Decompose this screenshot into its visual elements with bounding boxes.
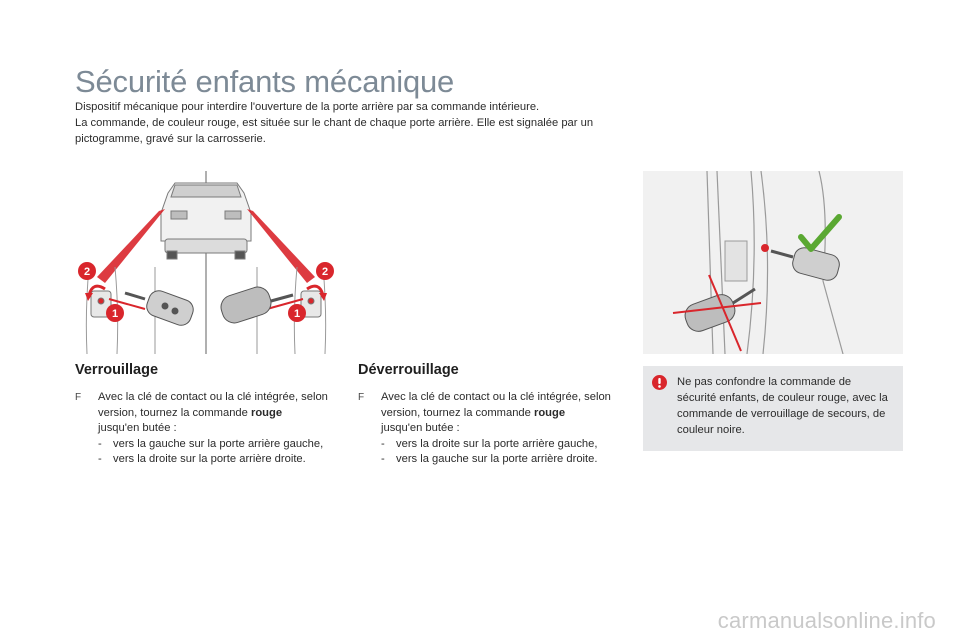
callout-1-right xyxy=(288,304,306,322)
bullet-icon: F xyxy=(75,392,82,403)
callout-1-left xyxy=(106,304,124,322)
svg-text:1: 1 xyxy=(293,308,301,320)
step-text-end: jusqu'en butée : xyxy=(98,422,177,435)
warning-icon xyxy=(652,375,667,390)
step-text-end: jusqu'en butée : xyxy=(381,422,460,435)
list-item: - vers la droite sur la porte arrière droite. xyxy=(98,453,306,466)
deverrouillage-step xyxy=(358,390,628,468)
step-text: Avec la clé de contact ou la clé intégrée, selon version, tournez la commande xyxy=(98,391,328,419)
intro-line-1: Dispositif mécanique pour interdire l'ouverture de la porte arrière par sa commande intérieure. xyxy=(75,101,540,113)
svg-text:2: 2 xyxy=(83,266,91,278)
deverrouillage-list xyxy=(381,437,628,468)
car-rear-icon xyxy=(161,183,251,259)
verrouillage-step xyxy=(75,390,340,468)
callout-2-right xyxy=(316,262,334,280)
step-text-bold: rouge xyxy=(250,406,283,419)
intro-text xyxy=(75,99,635,147)
list-item: - vers la gauche sur la porte arrière gauche, xyxy=(98,437,324,450)
verrouillage-list xyxy=(98,437,340,468)
svg-text:2: 2 xyxy=(321,266,329,278)
warning-note xyxy=(643,366,903,451)
verrouillage-section xyxy=(75,362,340,468)
intro-line-2: La commande, de couleur rouge, est située sur le chant de chaque porte arrière. Elle est signalée par un pictogramme, gravé sur la carrosserie. xyxy=(75,117,594,145)
deverrouillage-heading: Déverrouillage xyxy=(358,362,459,378)
key-usage-illustration xyxy=(643,171,903,354)
callout-2-left xyxy=(78,262,96,280)
page-title: Sécurité enfants mécanique xyxy=(75,64,455,99)
verrouillage-heading: Verrouillage xyxy=(75,362,159,378)
bullet-icon: F xyxy=(358,392,365,403)
warning-text: Ne pas confondre la commande de sécurité enfants, de couleur rouge, avec la commande de verrouillage de secours, de couleur noire. xyxy=(677,376,888,436)
list-item: - vers la droite sur la porte arrière gauche, xyxy=(381,437,598,450)
svg-text:1: 1 xyxy=(111,308,119,320)
child-lock-illustration xyxy=(75,171,337,354)
red-lock-control xyxy=(761,244,769,252)
list-item: - vers la gauche sur la porte arrière droite. xyxy=(381,453,598,466)
deverrouillage-section xyxy=(358,362,628,468)
watermark: carmanualsonline.info xyxy=(717,608,936,633)
step-text: Avec la clé de contact ou la clé intégrée, selon version, tournez la commande xyxy=(381,391,611,419)
step-text-bold: rouge xyxy=(533,406,566,419)
